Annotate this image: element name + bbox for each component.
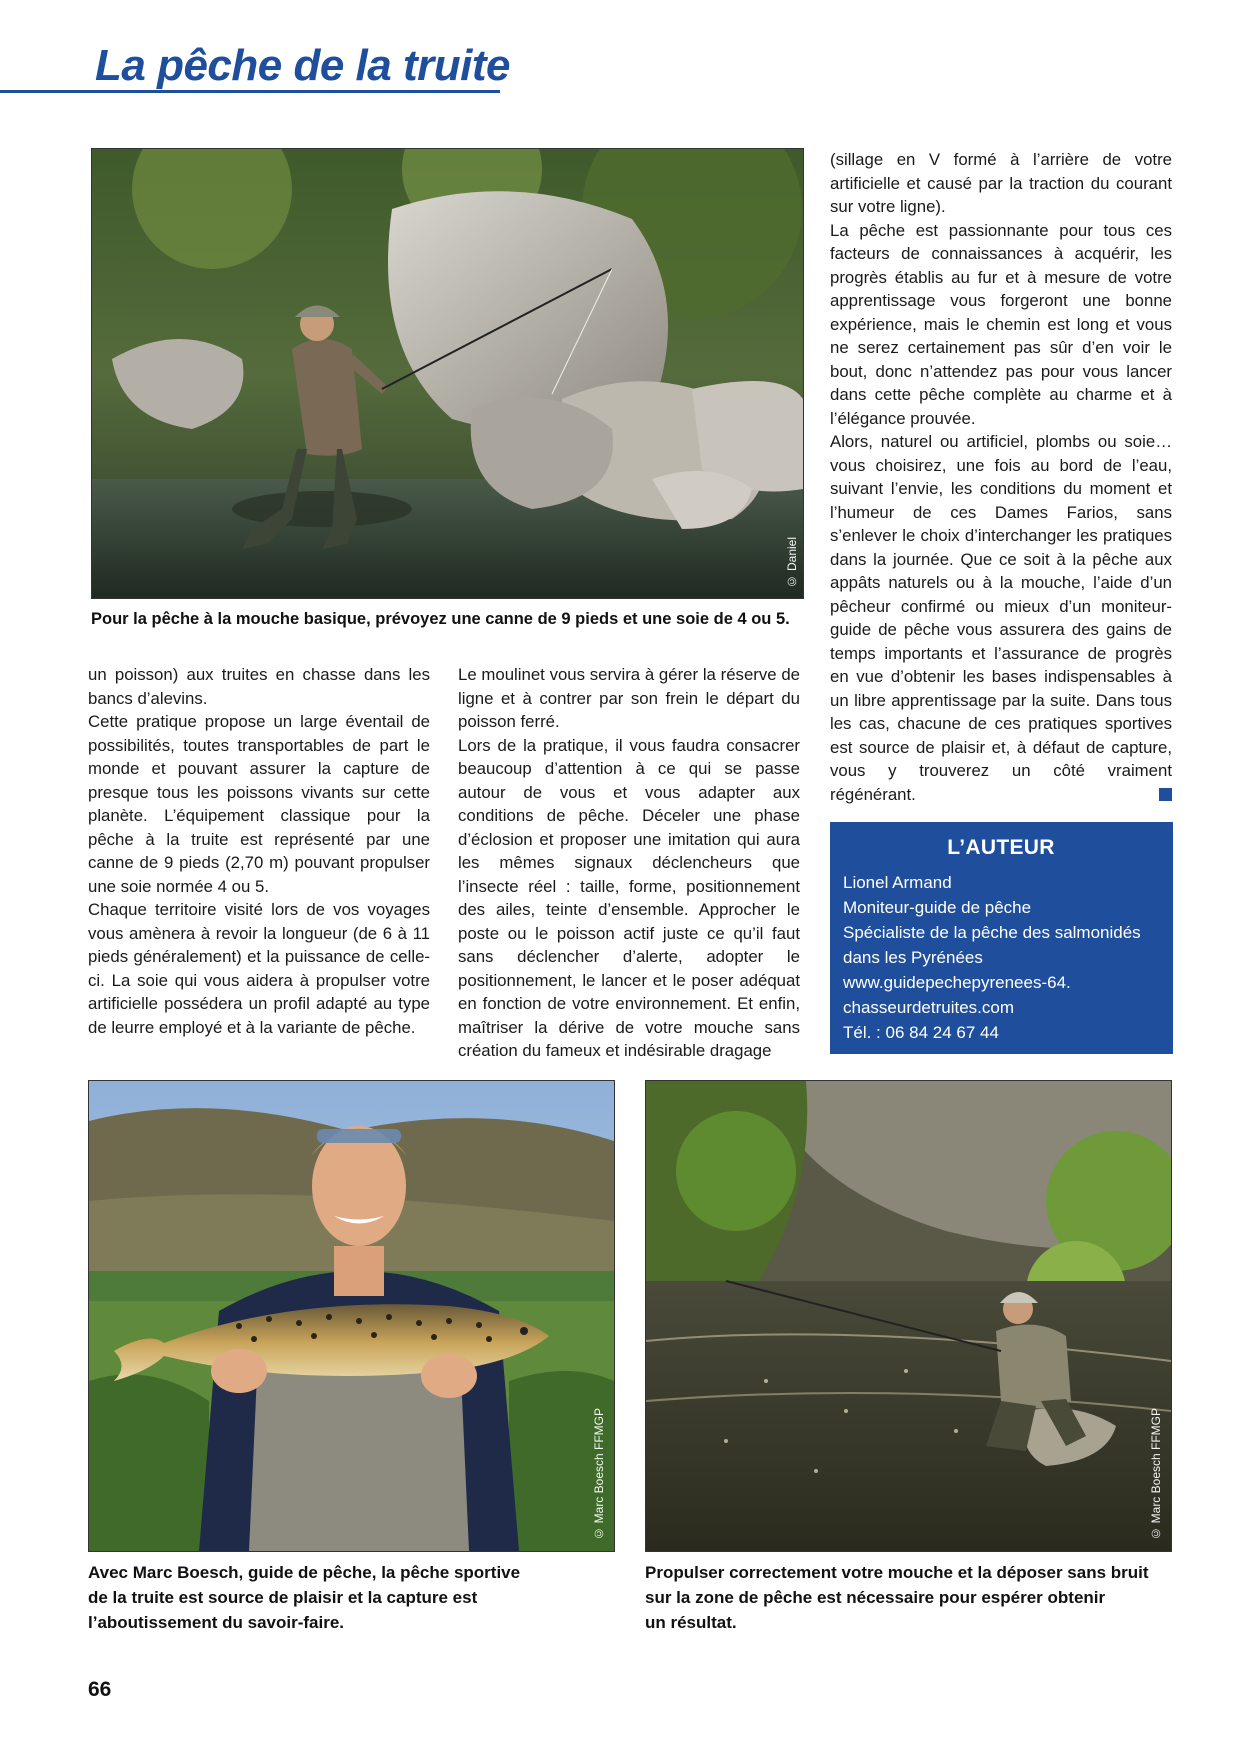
page-number: 66 [88,1678,112,1701]
paragraph: Lors de la pratique, il vous faudra consacrer beaucoup d’attention à ce qui se passe autour de vous et vous adapter aux conditions de pêche. Déceler une phase d’éclosion et proposer une imitation qui aura les mêmes signaux déclencheurs que l’insecte réel : taille, forme, positionnement des ailes, teinte d’ensemble. Approcher le poste ou le poisson actif juste ce qu’il faut sans déclencher d’alerte, adopter le positionnement, le lancer et le poser adéquat en fonction de votre environnement. Et enfin, maîtriser la dérive de votre mouche sans création du fameux et indésirable dragage [458,735,800,1060]
author-name: Lionel Armand [843,873,952,892]
paragraph: Cette pratique propose un large éventail de possibilités, toutes transportables de part le monde et pouvant assurer la capture de presque tous les poissons vivants sur cette planète. L’équipement classique pour la pêche à la truite est représenté par une canne de 9 pieds (2,70 m) pouvant propulser une soie normée 4 ou 5. [88,712,430,896]
caption-bottom-left: Avec Marc Boesch, guide de pêche, la pêche sportive de la truite est source de plaisir et la capture est l’aboutissement du savoir-faire. [88,1563,521,1632]
author-website-part1: www.guidepechepyrenees-64. [843,973,1071,992]
photo-man-holding-trout [88,1080,615,1552]
photo-bottom-right-illustration [646,1081,1171,1551]
author-box [830,822,1173,1054]
photo-fly-fisherman-rocks [91,148,804,599]
photo-crouching-fisherman-stream [645,1080,1172,1552]
paragraph: un poisson) aux truites en chasse dans les bancs d’alevins. [88,665,430,708]
page-title: La pêche de la truite [95,41,510,90]
text-column-3 [830,148,1172,806]
author-specialty: Spécialiste de la pêche des salmonidés [843,923,1141,942]
photo-top-credit: © Daniel [785,536,799,588]
text-column-1 [88,663,430,1039]
author-phone: Tél. : 06 84 24 67 44 [843,1023,999,1042]
paragraph: Le moulinet vous servira à gérer la réserve de ligne et à contrer par son frein le départ du poisson ferré. [458,665,800,731]
photo-bottom-left-illustration [89,1081,614,1551]
paragraph: Chaque territoire visité lors de vos voyages vous amènera à revoir la longueur (de 6 à 11 pieds généralement) et la puissance de celle-ci. La soie qui vous aidera à propulser votre artificielle possédera un profil adapté au type de leurre employé et à la variante de pêche. [88,900,430,1037]
caption-bottom-right: Propulser correctement votre mouche et la déposer sans bruit sur la zone de pêche est nécessaire pour espérer obtenir un résultat. [645,1563,1149,1632]
author-website-part2: chasseurdetruites.com [843,998,1015,1017]
caption-top: Pour la pêche à la mouche basique, prévoyez une canne de 9 pieds et une soie de 4 ou 5. [91,610,790,628]
paragraph: (sillage en V formé à l’arrière de votre artificielle et causé par la traction du courant sur votre ligne). [830,150,1172,216]
paragraph [830,430,1172,806]
author-role: Moniteur-guide de pêche [843,898,1032,917]
author-specialty-region: dans les Pyrénées [843,948,983,967]
photo-bottom-right-credit: © Marc Boesch FFMGP [1149,1408,1163,1541]
author-heading: L’AUTEUR [947,836,1055,859]
paragraph: La pêche est passionnante pour tous ces facteurs de connaissances à acquérir, les progrès établis au fur et à mesure de votre apprentissage vous forgeront une bonne expérience, mais le chemin est long et vous ne serez certainement pas sûr d’en voir le bout, donc n’attendez pas pour vous lancer dans cette pêche complète au charme et à l’élégance prouvée. [830,220,1172,428]
end-of-article-square-icon [1159,788,1172,801]
text-column-2 [458,663,800,1063]
photo-bottom-left-credit: © Marc Boesch FFMGP [592,1408,606,1541]
photo-top-illustration [92,149,803,598]
paragraph-text: Alors, naturel ou artificiel, plombs ou soie… vous choisirez, une fois au bord de l’eau, suivant l’envie, les conditions du moment et l’humeur de ces Dames Farios, sans s’enlever le choix d’interchanger les pratiques dans la journée. Que ce soit à la pêche aux appâts naturels ou à la mouche, l’aide d’un pêcheur confirmé ou mieux d’un moniteur-guide de pêche vous assurera des gains de temps importants et l’assurance de progrès en vue d’obtenir les bases indispensables à un libre apprentissage par la suite. Dans tous les cas, chacune de ces pratiques sportives est source de plaisir et, à défaut de capture, vous y trouverez un côté vraiment régénérant. [830,432,1172,804]
